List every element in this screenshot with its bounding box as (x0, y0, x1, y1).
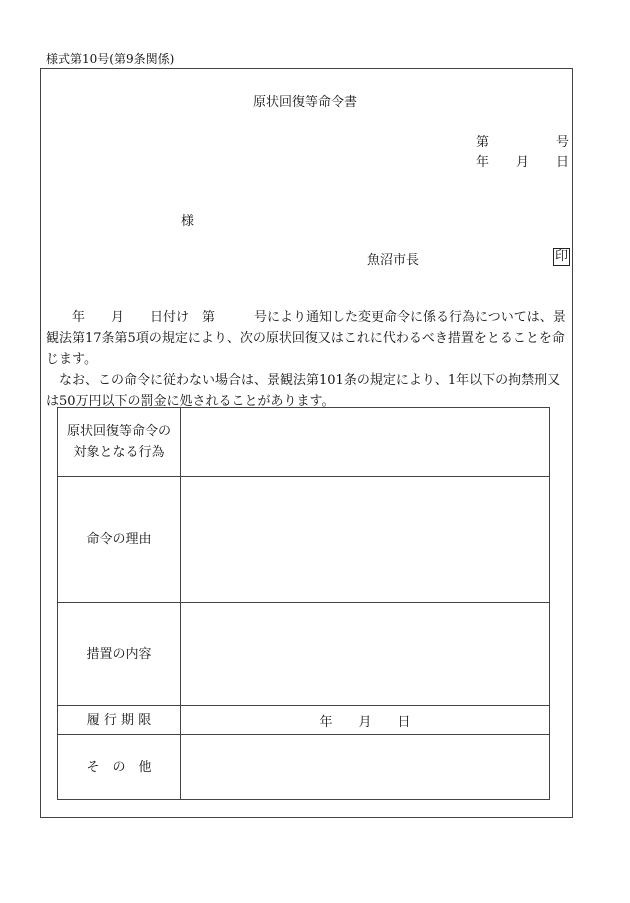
number-prefix: 第 (476, 135, 490, 150)
table-row (58, 706, 550, 735)
table-row (58, 603, 550, 706)
body-paragraph-1: 年 月 日付け 第 号により通知した変更命令に係る行為については、景観法第17条第5項の規定により、次の原状回復又はこれに代わるべき措置をとることを命じます。 (46, 310, 566, 367)
deadline-field[interactable]: 年 月 日 (181, 706, 550, 735)
issuer-name: 魚沼市長 (367, 253, 420, 268)
number-suffix: 号 (556, 135, 570, 150)
reason-label: 命令の理由 (58, 477, 181, 603)
target-action-field[interactable] (181, 408, 550, 477)
seal-mark: 印 (555, 249, 569, 264)
other-field[interactable] (181, 735, 550, 800)
date-day: 日 (556, 155, 570, 170)
body-paragraph-2: なお、この命令に従わない場合は、景観法第101条の規定により、1年以下の拘禁刑又は50万円以下の罰金に処されることがあります。 (46, 373, 561, 409)
date-year: 年 (476, 155, 490, 170)
date-month: 月 (516, 155, 530, 170)
measures-label: 措置の内容 (58, 603, 181, 706)
target-action-label: 原状回復等命令の対象となる行為 (58, 408, 181, 477)
table-row (58, 735, 550, 800)
deadline-label: 履 行 期 限 (58, 706, 181, 735)
order-table (57, 407, 550, 800)
other-label: そ の 他 (58, 735, 181, 800)
table-row (58, 477, 550, 603)
addressee-honorific: 様 (181, 214, 195, 229)
document-title: 原状回復等命令書 (253, 95, 358, 110)
measures-field[interactable] (181, 603, 550, 706)
reason-field[interactable] (181, 477, 550, 603)
form-number: 様式第10号(第9条関係) (46, 52, 175, 66)
table-row (58, 408, 550, 477)
